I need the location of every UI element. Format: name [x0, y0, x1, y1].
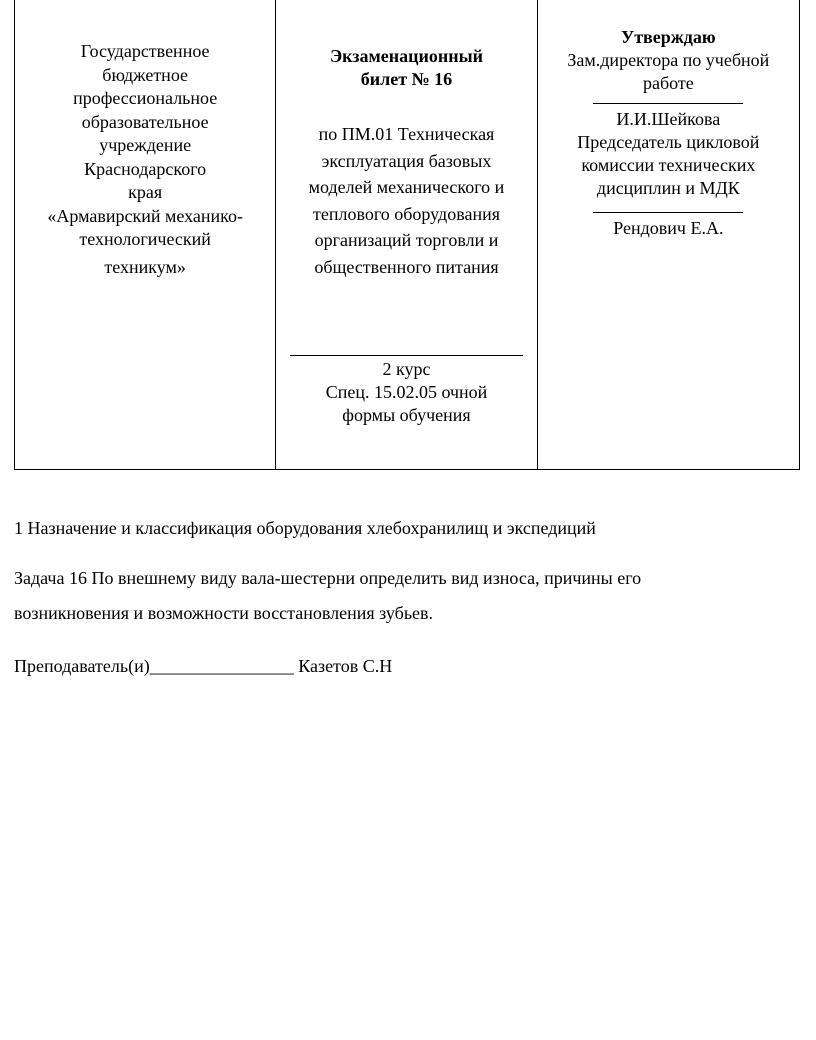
institution-line: Государственное	[80, 41, 210, 61]
approve-title: Утверждаю	[620, 27, 716, 47]
task-line: Задача 16 По внешнему виду вала-шестерни определить вид износа, причины его	[14, 568, 642, 588]
institution-line: образовательное	[81, 111, 209, 132]
approval-cell	[538, 0, 799, 469]
subject-line: организаций торговли и	[314, 230, 499, 250]
institution-line: бюджетное	[102, 64, 189, 85]
institution-line: профессиональное	[73, 88, 218, 108]
subject-line: общественного питания	[314, 256, 499, 277]
institution-line: Краснодарского	[84, 158, 207, 179]
divider-line	[290, 355, 522, 356]
course-line: формы обучения	[342, 405, 471, 425]
approve-role-line: работе	[642, 73, 694, 93]
chair-role-line: дисциплин и МДК	[596, 178, 740, 198]
subject-line: теплового оборудования	[312, 203, 501, 224]
chair-role-line: Председатель цикловой	[577, 132, 760, 152]
task-line: возникновения и возможности восстановления зубьев.	[14, 603, 434, 623]
course-line: 2 курс	[382, 359, 431, 379]
ticket-header-table	[14, 0, 800, 470]
subject-line: моделей механического и	[308, 177, 505, 197]
course-line: Спец. 15.02.05 очной	[325, 382, 488, 402]
subject-line: по ПМ.01 Техническая	[318, 124, 495, 144]
institution-line: учреждение	[99, 135, 192, 155]
ticket-number: билет № 16	[360, 69, 453, 89]
approve-role-line: Зам.директора по учебной	[567, 50, 770, 70]
subject-line: эксплуатация базовых	[321, 150, 492, 171]
subject-block	[284, 121, 528, 280]
course-block	[284, 358, 528, 427]
ticket-title: Экзаменационный	[329, 46, 484, 66]
institution-cell	[15, 0, 276, 469]
institution-line: технологический	[79, 229, 211, 249]
approver-name: И.И.Шейкова	[616, 109, 721, 129]
signature-line	[593, 103, 743, 104]
chair-name: Рендович Е.А.	[613, 218, 724, 238]
institution-line: края	[128, 182, 163, 202]
teacher-signature: Преподаватель(и)________________ Казетов С.Н	[14, 656, 393, 676]
institution-line: «Армавирский механико-	[47, 205, 243, 226]
chair-role-line: комиссии технических	[581, 155, 756, 175]
institution-line: техникум»	[104, 256, 186, 277]
question-1: 1 Назначение и классификация оборудования хлебохранилищ и экспедиций	[14, 518, 596, 538]
ticket-cell	[276, 0, 537, 469]
signature-line	[593, 212, 743, 213]
